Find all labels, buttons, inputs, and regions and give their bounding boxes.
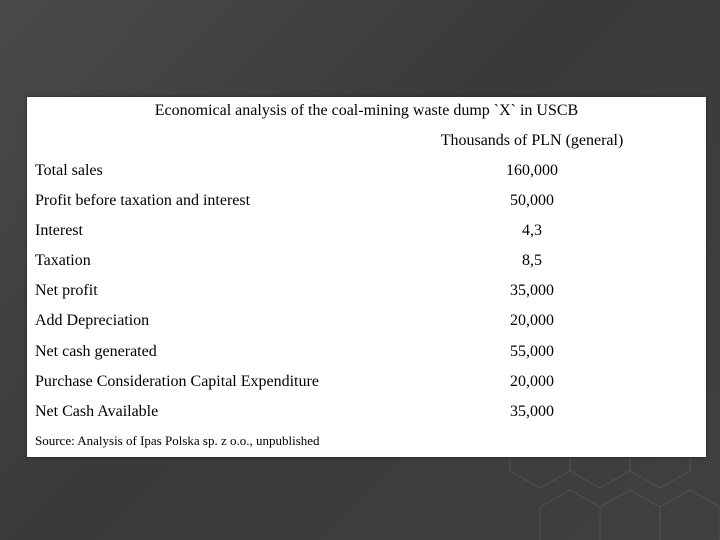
table-row [27, 342, 706, 372]
row-value: 55,000 [510, 342, 554, 360]
table-row [27, 251, 706, 281]
row-value: 4,3 [522, 222, 542, 240]
row-value: 20,000 [510, 372, 554, 390]
row-value: 160,000 [506, 162, 558, 179]
financial-table [27, 97, 706, 457]
row-label: Total sales [35, 162, 103, 179]
row-label: Purchase Consideration Capital Expenditure [35, 372, 319, 390]
table-row [27, 281, 706, 311]
row-value: 35,000 [510, 402, 554, 420]
row-value: 35,000 [510, 282, 554, 300]
column-header: Thousands of PLN (general) [440, 132, 624, 149]
row-value: 8,5 [522, 252, 542, 270]
table-row [27, 191, 706, 221]
table-row [27, 221, 706, 251]
row-label: Net Cash Available [35, 402, 159, 420]
row-value: 20,000 [510, 312, 554, 330]
table-title: Economical analysis of the coal-mining waste dump `X` in USCB [154, 102, 579, 119]
row-label: Net profit [35, 282, 98, 300]
row-label: Taxation [35, 252, 91, 270]
row-value: 50,000 [510, 192, 554, 210]
row-label: Interest [35, 222, 83, 240]
row-label: Add Depreciation [35, 312, 150, 330]
table-row [27, 372, 706, 402]
row-label: Net cash generated [35, 342, 157, 360]
table-row [27, 161, 706, 191]
table-row [27, 311, 706, 341]
source-note: Source: Analysis of Ipas Polska sp. z o.o., unpublished [35, 433, 320, 448]
table-row [27, 402, 706, 432]
table-rows [27, 161, 706, 432]
row-label: Profit before taxation and interest [35, 192, 251, 210]
